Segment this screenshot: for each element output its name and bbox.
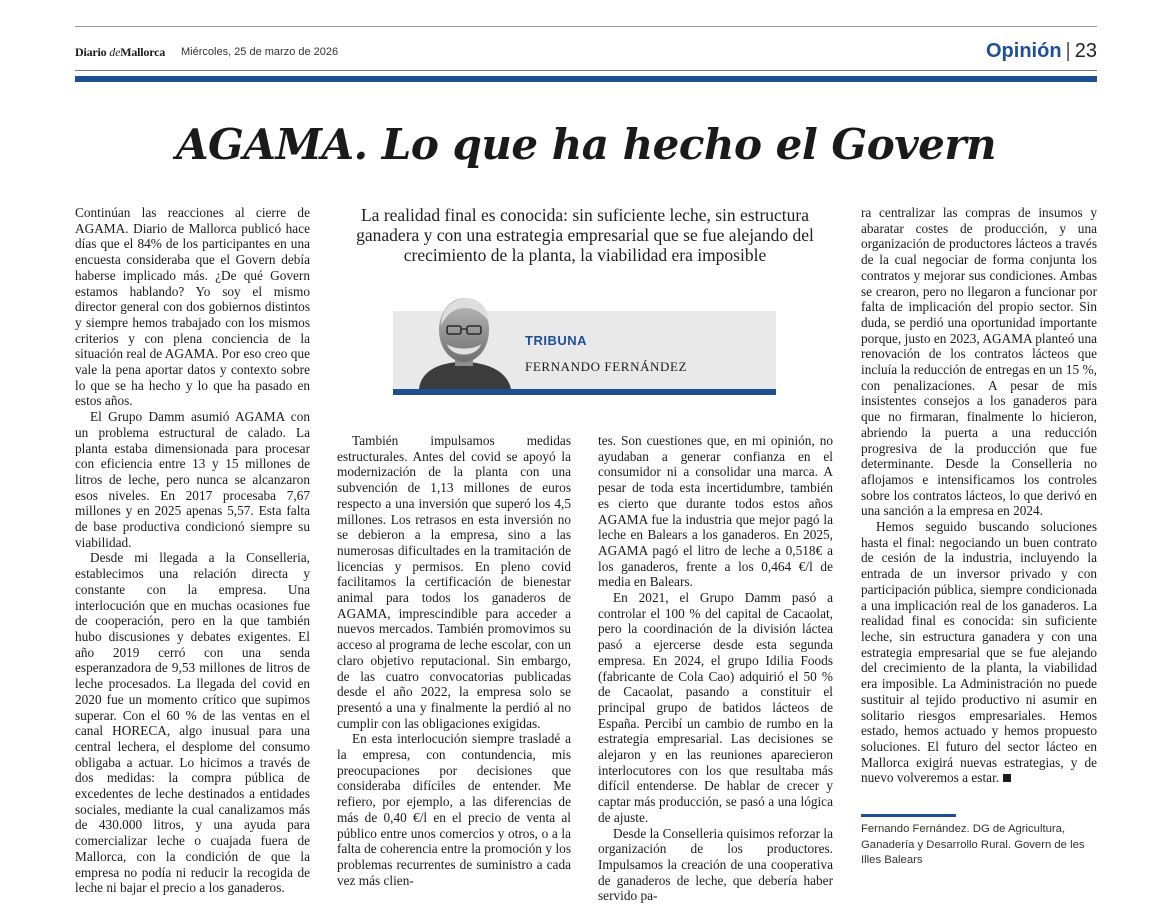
newspaper-logo: Diario deMallorca: [75, 45, 166, 59]
paragraph: Continúan las reacciones al cierre de AGAMA. Diario de Mallorca publicó hace días que el 84% de los participantes en una encuesta consideraba que el Govern debía haberse implicado más. ¿De qué Govern estamos hablando? Yo soy el mismo director general con dos gobiernos distintos y siempre hemos trabajado con los mismos criterios y con plena conciencia de la situación real de AGAMA. Por eso creo que vale la pena aportar datos y contexto sobre lo que se ha hecho y lo que ha pasado en estos años.: [75, 205, 310, 409]
paragraph-text: Hemos seguido buscando soluciones hasta el final: negociando un buen contrato de cesión de la industria, incluyendo la entrada de un inversor privado y con participación pública, siempre condicionada a una implicación real de los ganaderos. La realidad final es conocida: sin suficiente leche, sin estructura ganadera y con una estrategia empresarial que se fue alejando del crecimiento de la planta, la viabilidad era imposible. La Administración no puede sustituir al tejido productivo ni asumir en solitario riesgos empresariales. Hemos estado, hemos actuado y hemos propuesto soluciones. El futuro del sector lácteo en Mallorca exigirá nuevas estrategias, y de nuevo volveremos a estar.: [861, 519, 1097, 786]
paragraph: Desde la Conselleria quisimos reforzar la organización de los productores. Impulsamos la creación de una cooperativa de ganaderos de leche, que debería haber servido pa-: [598, 825, 833, 904]
author-name: FERNANDO FERNÁNDEZ: [525, 359, 688, 374]
article-headline: AGAMA. Lo que ha hecho el Govern: [175, 120, 997, 169]
issue-date: Miércoles, 25 de marzo de 2026: [181, 46, 339, 58]
article-column-1: [75, 205, 310, 896]
article-column-3: [598, 433, 833, 904]
column-label: TRIBUNA: [525, 333, 587, 348]
author-box-accent-bar: [393, 389, 776, 395]
author-portrait: [411, 292, 516, 389]
paragraph: En esta interlocución siempre trasladé a la empresa, con contundencia, mis preocupaciones por decisiones que consideraba difíciles de entender. Me refiero, por ejemplo, a las diferencias de más de 0,40 €/l en el precio de venta al público entre unos comercios y otros, o a la falta de coherencia entre la promoción y los problemas recurrentes de suministro a cada vez más clien-: [337, 731, 571, 888]
bio-accent-rule: [861, 814, 956, 817]
paragraph: ra centralizar las compras de insumos y abaratar costes de producción, y una organización de productores lácteos a través de la cual negociar de forma conjunta los contratos y mejorar sus condiciones. Ambas se crearon, pero no llegaron a funcionar por falta de implicación del propio sector. Sin duda, se perdió una oportunidad importante porque, justo en 2023, AGAMA planteó una renovación de los contratos lácteos que incluía la reducción de entregas en un 15 %, con penalizaciones. A pesar de mis insistentes consejos a los ganaderos para que no firmaran, finalmente lo hicieron, abriendo la puerta a una reducción progresiva de la producción que fue determinante. Desde la Conselleria no aflojamos e intensificamos los controles sobre los contratos lácteos, lo que derivó en una sanción a la empresa en 2024.: [861, 205, 1097, 519]
section-separator: |: [1065, 40, 1071, 62]
paragraph: [861, 519, 1097, 786]
section-name: Opinión: [986, 40, 1062, 62]
top-rule: [75, 26, 1097, 27]
header-accent-bar: [75, 76, 1097, 82]
paragraph: En 2021, el Grupo Damm pasó a controlar el 100 % del capital de Cacaolat, pero la coordinación de la división láctea pasó a ejercerse desde esta segunda empresa. En 2024, el grupo Idilia Foods (fabricante de Cola Cao) adquirió el 50 % de Cacaolat, pasando a constituir el principal grupo de batidos lácteos de España. Percibí un cambio de rumbo en la estrategia empresarial. Las decisiones se alejaron y en las reuniones aparecieron interlocutores con los que resultaba más difícil entenderse. De hablar de crecer y captar más producción, se pasó a una lógica de ajuste.: [598, 590, 833, 825]
author-bio: Fernando Fernández. DG de Agricultura, Ganadería y Desarrollo Rural. Govern de les Illes Balears: [861, 823, 1085, 866]
page-number: 23: [1074, 40, 1097, 62]
section-heading: [986, 40, 1097, 63]
header-rule: [75, 70, 1097, 71]
paragraph: El Grupo Damm asumió AGAMA con un problema estructural de calado. La planta estaba dimensionada para procesar con eficiencia entre 13 y 15 millones de litros de leche, pero nunca se alcanzaron esos niveles. En 2017 procesaba 7,67 millones y en 2025 apenas 5,57. Esta falta de base productiva condicionó siempre su viabilidad.: [75, 409, 310, 550]
paragraph: Desde mi llegada a la Conselleria, establecimos una relación directa y constante con la empresa. Una interlocución que en muchas ocasiones fue de cooperación, pero en la que también hubo discusiones y debates exigentes. El año 2019 cerró con una senda esperanzadora de 9,53 millones de litros de leche procesados. La llegada del covid en 2020 fue un momento crítico que supimos superar. Con el 60 % de las ventas en el canal HORECA, algo inusual para una central lechera, el desplome del consumo obligaba a actuar. Lo hicimos a través de dos medidas: la compra pública de excedentes de leche destinados a entidades sociales, mediante la cual canalizamos más de 430.000 litros, y una ayuda para comercializar leche o cuajada fuera de Mallorca, con la condición de que la empresa no podía ni reducir la recogida de leche ni bajar el precio a los ganaderos.: [75, 550, 310, 896]
paragraph: También impulsamos medidas estructurales. Antes del covid se apoyó la modernización de la planta con una subvención de 1,13 millones de euros respecto a una inversión que superó los 4,5 millones. Los retrasos en esta inversión no se debieron a la empresa, sino a las numerosas dificultades en la tramitación de licencias y permisos. En pleno covid facilitamos la certificación de bienestar animal para todos los ganaderos de AGAMA, imprescindible para acceder a nuevos mercados. También promovimos su acceso al programa de leche escolar, con un claro objetivo reputacional. Sin embargo, de las cuatro convocatorias publicadas desde el año 2022, la empresa solo se presentó a una y finalmente la perdió al no cumplir con las obligaciones exigidas.: [337, 433, 571, 731]
article-subheadline: La realidad final es conocida: sin suficiente leche, sin estructura ganadera y con una estrategia empresarial que se fue alejando del crecimiento de la planta, la viabilidad era imposible: [356, 205, 814, 265]
article-column-4: [861, 205, 1097, 786]
end-of-article-mark: [1003, 774, 1011, 782]
masthead: [75, 41, 1097, 67]
article-column-2: [337, 433, 571, 888]
paragraph: tes. Son cuestiones que, en mi opinión, no ayudaban a generar confianza en el consumidor ni a consolidar una marca. A pesar de toda esta incertidumbre, también es cierto que durante todos estos años AGAMA fue la industria que mejor pagó la leche en Balears a los ganaderos. En 2025, AGAMA pagó el litro de leche a 0,518€ a los ganaderos, frente a los 0,464 €/l de media en Balears.: [598, 433, 833, 590]
